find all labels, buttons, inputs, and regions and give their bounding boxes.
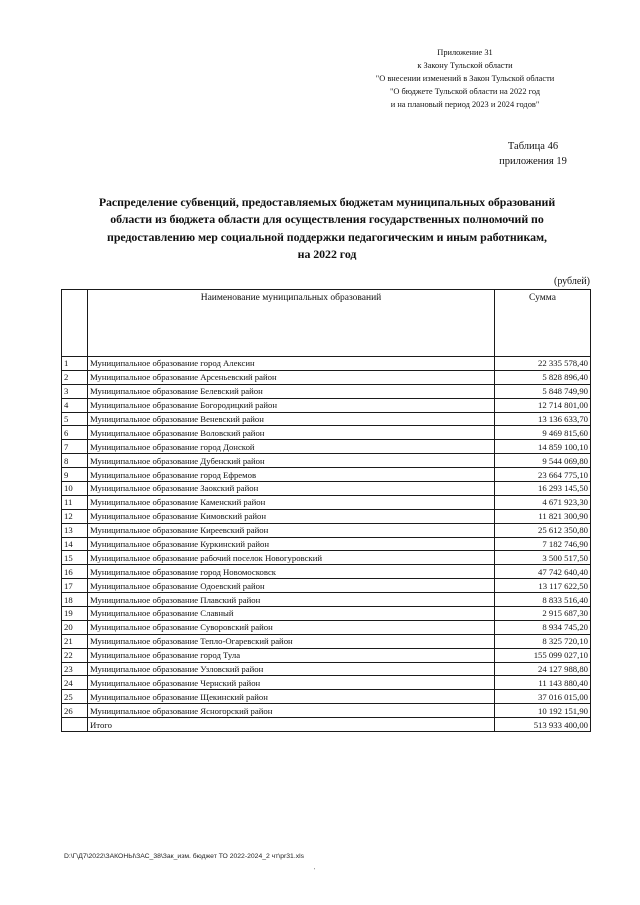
amount-cell: 7 182 746,90 xyxy=(495,537,591,551)
amount-cell: 47 742 640,40 xyxy=(495,565,591,579)
title-line: области из бюджета области для осуществления государственных полномочий по xyxy=(110,212,544,227)
total-row xyxy=(62,718,591,732)
row-number-cell: 16 xyxy=(62,565,88,579)
municipality-name-cell: Муниципальное образование Щекинский район xyxy=(88,690,495,704)
row-number-cell: 23 xyxy=(62,662,88,676)
amount-cell: 13 136 633,70 xyxy=(495,412,591,426)
table-row xyxy=(62,440,591,454)
amount-cell: 22 335 578,40 xyxy=(495,357,591,371)
header-number-cell xyxy=(62,290,88,357)
table-row xyxy=(62,426,591,440)
table-row xyxy=(62,690,591,704)
municipality-name-cell: Муниципальное образование Чернский район xyxy=(88,676,495,690)
row-number-cell: 20 xyxy=(62,620,88,634)
total-label-cell: Итого xyxy=(88,718,495,732)
header-sum-cell: Сумма xyxy=(495,290,591,357)
municipality-name-cell: Муниципальное образование город Алексин xyxy=(88,357,495,371)
appendix-line: и на плановый период 2023 и 2024 годов" xyxy=(390,100,540,109)
row-number-cell: 7 xyxy=(62,440,88,454)
table-row xyxy=(62,593,591,607)
row-number-cell: 3 xyxy=(62,384,88,398)
table-row xyxy=(62,634,591,648)
appendix-line: "О внесении изменений в Закон Тульской области xyxy=(375,74,555,83)
municipality-name-cell: Муниципальное образование Богородицкий район xyxy=(88,398,495,412)
amount-cell: 2 915 687,30 xyxy=(495,607,591,621)
table-row xyxy=(62,565,591,579)
table-row xyxy=(62,523,591,537)
amount-cell: 8 934 745,20 xyxy=(495,620,591,634)
amount-cell: 13 117 622,50 xyxy=(495,579,591,593)
amount-cell: 8 325 720,10 xyxy=(495,634,591,648)
table-row xyxy=(62,412,591,426)
title-line: на 2022 год xyxy=(297,246,357,261)
table-number: Таблица 46 xyxy=(507,141,559,152)
municipality-name-cell: Муниципальное образование рабочий поселок Новогуровский xyxy=(88,551,495,565)
municipality-name-cell: Муниципальное образование Куркинский район xyxy=(88,537,495,551)
table-row xyxy=(62,495,591,509)
municipality-name-cell: Муниципальное образование Славный xyxy=(88,607,495,621)
amount-cell: 155 099 027,10 xyxy=(495,648,591,662)
row-number-cell: 26 xyxy=(62,704,88,718)
amount-cell: 5 828 896,40 xyxy=(495,370,591,384)
appendix-line: "О бюджете Тульской области на 2022 год xyxy=(389,87,541,96)
table-row xyxy=(62,509,591,523)
appendix-reference xyxy=(330,46,600,111)
municipality-name-cell: Муниципальное образование Каменский район xyxy=(88,495,495,509)
row-number-cell: 11 xyxy=(62,495,88,509)
municipality-name-cell: Муниципальное образование Тепло-Огаревский район xyxy=(88,634,495,648)
amount-cell: 24 127 988,80 xyxy=(495,662,591,676)
table-row xyxy=(62,357,591,371)
total-amount-cell: 513 933 400,00 xyxy=(495,718,591,732)
table-row xyxy=(62,454,591,468)
table-row xyxy=(62,662,591,676)
row-number-cell: 25 xyxy=(62,690,88,704)
header-name-cell: Наименование муниципальных образований xyxy=(88,290,495,357)
subvention-table xyxy=(61,289,591,732)
municipality-name-cell: Муниципальное образование Ясногорский район xyxy=(88,704,495,718)
municipality-name-cell: Муниципальное образование Дубенский район xyxy=(88,454,495,468)
amount-cell: 25 612 350,80 xyxy=(495,523,591,537)
row-number-cell: 21 xyxy=(62,634,88,648)
municipality-name-cell: Муниципальное образование Белевский район xyxy=(88,384,495,398)
page-mark: ' xyxy=(314,868,316,874)
row-number-cell: 10 xyxy=(62,482,88,496)
row-number-cell: 9 xyxy=(62,468,88,482)
table-row xyxy=(62,579,591,593)
table-row xyxy=(62,704,591,718)
amount-cell: 10 192 151,90 xyxy=(495,704,591,718)
row-number-cell: 18 xyxy=(62,593,88,607)
amount-cell: 11 821 300,90 xyxy=(495,509,591,523)
row-number-cell: 24 xyxy=(62,676,88,690)
municipality-name-cell: Муниципальное образование Заокский район xyxy=(88,482,495,496)
table-body xyxy=(62,357,591,732)
row-number-cell: 15 xyxy=(62,551,88,565)
amount-cell: 5 848 749,90 xyxy=(495,384,591,398)
table-row xyxy=(62,482,591,496)
row-number-cell: 5 xyxy=(62,412,88,426)
row-number-cell: 12 xyxy=(62,509,88,523)
row-number-cell: 1 xyxy=(62,357,88,371)
title-line: Распределение субвенций, предоставляемых бюджетам муниципальных образований xyxy=(98,195,556,209)
municipality-name-cell: Муниципальное образование город Донской xyxy=(88,440,495,454)
amount-cell: 8 833 516,40 xyxy=(495,593,591,607)
row-number-cell: 2 xyxy=(62,370,88,384)
file-path-footer: D:\Г\Д7\2022\ЗАКОНЫ\ЗАС_38\Зак_изм. бюджет ТО 2022-2024_2 чт\pr31.xls xyxy=(64,853,305,860)
amount-cell: 3 500 517,50 xyxy=(495,551,591,565)
amount-cell: 23 664 775,10 xyxy=(495,468,591,482)
amount-cell: 4 671 923,30 xyxy=(495,495,591,509)
amount-cell: 37 016 015,00 xyxy=(495,690,591,704)
municipality-name-cell: Муниципальное образование Суворовский район xyxy=(88,620,495,634)
row-number-cell: 13 xyxy=(62,523,88,537)
amount-cell: 9 544 069,80 xyxy=(495,454,591,468)
municipality-name-cell: Муниципальное образование Плавский район xyxy=(88,593,495,607)
appendix-line: Приложение 31 xyxy=(437,48,493,57)
municipality-name-cell: Муниципальное образование город Тула xyxy=(88,648,495,662)
municipality-name-cell: Муниципальное образование Воловский район xyxy=(88,426,495,440)
table-row xyxy=(62,537,591,551)
table-row xyxy=(62,648,591,662)
amount-cell: 9 469 815,60 xyxy=(495,426,591,440)
table-appendix: приложения 19 xyxy=(499,156,567,167)
table-header-row xyxy=(62,290,591,357)
amount-cell: 16 293 145,50 xyxy=(495,482,591,496)
municipality-name-cell: Муниципальное образование город Новомосковск xyxy=(88,565,495,579)
amount-cell: 14 859 100,10 xyxy=(495,440,591,454)
table-reference xyxy=(478,139,588,169)
municipality-name-cell: Муниципальное образование Кимовский район xyxy=(88,509,495,523)
row-number-cell: 14 xyxy=(62,537,88,551)
table-row xyxy=(62,398,591,412)
units-label: (рублей) xyxy=(553,276,590,287)
row-number-cell: 17 xyxy=(62,579,88,593)
municipality-name-cell: Муниципальное образование Киреевский район xyxy=(88,523,495,537)
municipality-name-cell: Муниципальное образование Одоевский район xyxy=(88,579,495,593)
table-row xyxy=(62,551,591,565)
row-number-cell: 6 xyxy=(62,426,88,440)
title-line: предоставлению мер социальной поддержки педагогическим и иным работникам, xyxy=(107,229,547,244)
table-row xyxy=(62,384,591,398)
document-title xyxy=(60,194,594,263)
table-row xyxy=(62,620,591,634)
total-number-cell xyxy=(62,718,88,732)
table-row xyxy=(62,468,591,482)
municipality-name-cell: Муниципальное образование Узловский район xyxy=(88,662,495,676)
table-row xyxy=(62,370,591,384)
row-number-cell: 22 xyxy=(62,648,88,662)
amount-cell: 11 143 880,40 xyxy=(495,676,591,690)
municipality-name-cell: Муниципальное образование Арсеньевский район xyxy=(88,370,495,384)
municipality-name-cell: Муниципальное образование Веневский район xyxy=(88,412,495,426)
appendix-line: к Закону Тульской области xyxy=(417,61,513,70)
amount-cell: 12 714 801,00 xyxy=(495,398,591,412)
table-row xyxy=(62,607,591,621)
municipality-name-cell: Муниципальное образование город Ефремов xyxy=(88,468,495,482)
table-row xyxy=(62,676,591,690)
row-number-cell: 4 xyxy=(62,398,88,412)
row-number-cell: 8 xyxy=(62,454,88,468)
row-number-cell: 19 xyxy=(62,607,88,621)
